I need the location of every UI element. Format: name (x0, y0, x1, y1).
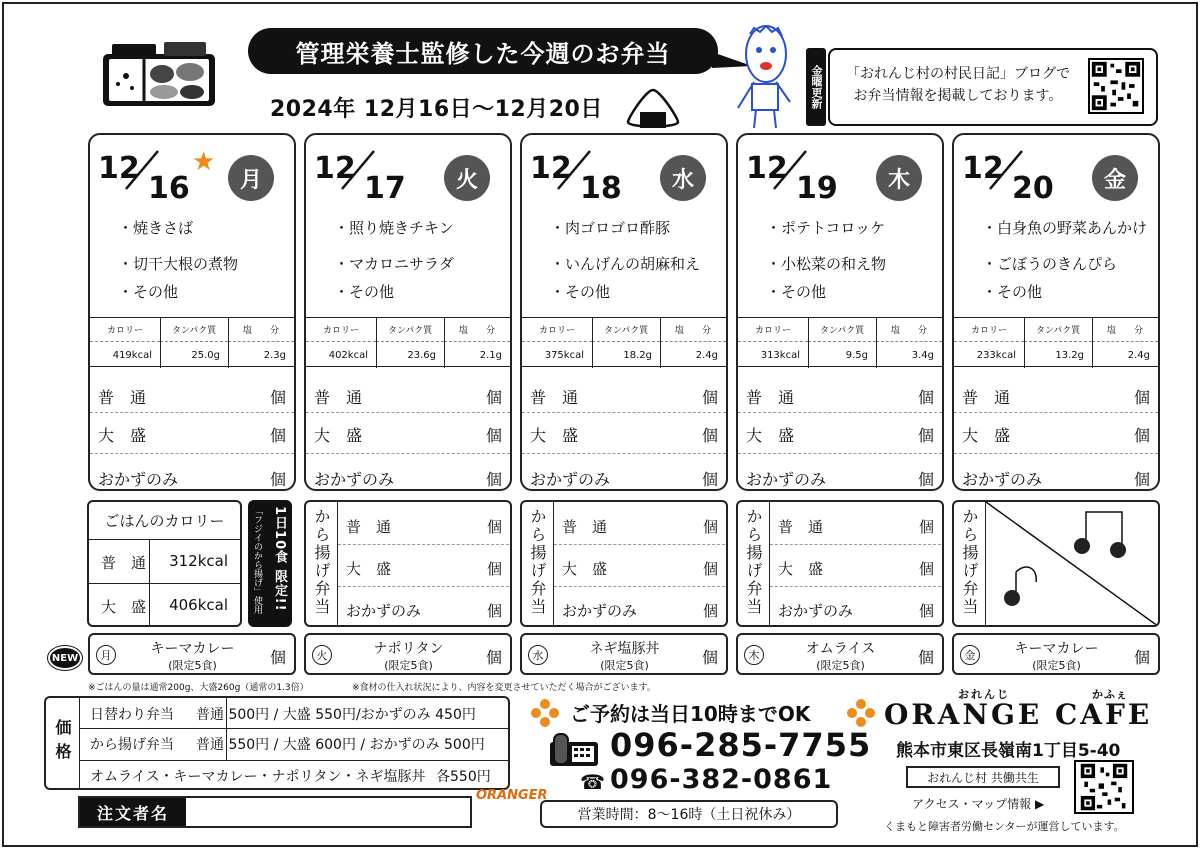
date-day: 17 (364, 171, 406, 206)
order-label: 普 通 (346, 518, 392, 536)
calorie-value: 313kcal (760, 349, 800, 361)
date-day: 16 (148, 171, 190, 206)
order-unit: 個 (485, 388, 502, 407)
menu-item: ・その他 (550, 283, 611, 301)
rice-large-value: 406kcal (169, 596, 228, 614)
menu-item: ・いんげんの胡麻和え (550, 255, 701, 273)
date-month: 12 (962, 151, 1004, 186)
limited-sub-text: 「フジイのから揚げ」使用 (252, 506, 262, 614)
order-row-okazu[interactable] (314, 467, 502, 490)
order-unit: 個 (918, 560, 934, 578)
order-label: 普 通 (314, 388, 363, 407)
shop-address: 熊本市東区長嶺南1丁目5-40 (896, 741, 1121, 761)
rice-calorie-title: ごはんのカロリー (89, 502, 240, 540)
phone-icon: ☎ (580, 770, 605, 794)
new-badge: NEW (48, 646, 82, 670)
date-day: 18 (580, 171, 622, 206)
karaage-order-normal[interactable] (562, 516, 718, 537)
special-name: ネギ塩豚丼 (589, 641, 660, 657)
price-table (44, 696, 510, 790)
karaage-order-okazu[interactable] (346, 600, 502, 621)
order-unit: 個 (269, 470, 286, 489)
blog-qr-code[interactable] (1088, 58, 1144, 114)
kyodo-label: おれんじ村 共働共生 (906, 766, 1060, 788)
special-menu-box[interactable] (952, 633, 1160, 675)
menu-item: ・その他 (766, 283, 827, 301)
day-card (88, 133, 296, 491)
special-menu-box[interactable] (520, 633, 728, 675)
order-unit: 個 (918, 602, 934, 620)
order-row-large[interactable] (746, 423, 934, 446)
special-day-circle: 金 (960, 645, 980, 665)
limited-main-text: 1日10食 限定!! (272, 506, 287, 612)
order-row-large[interactable] (314, 423, 502, 446)
operated-by-note: くまもと障害者労働センターが運営しています。 (884, 820, 1125, 833)
special-limit: (限定5食) (168, 659, 217, 672)
protein-header: タンパク質 (808, 318, 876, 342)
doodle-person-icon (732, 18, 798, 130)
salt-value: 3.4g (911, 349, 934, 361)
menu-item: ・切干大根の煮物 (118, 255, 239, 273)
price-header: 価格 (46, 698, 80, 788)
price-others-names: オムライス・キーマカレー・ナポリタン・ネギ塩豚丼 (90, 769, 426, 785)
protein-value: 13.2g (1055, 349, 1084, 361)
special-limit: (限定5食) (816, 659, 865, 672)
order-unit: 個 (702, 602, 718, 620)
order-row-large[interactable] (962, 423, 1150, 446)
salt-value: 2.4g (695, 349, 718, 361)
weekday-badge: 木 (876, 155, 922, 201)
order-label: おかずのみ (346, 602, 422, 620)
order-unit: 個 (1133, 388, 1150, 407)
special-unit: 個 (917, 648, 934, 667)
order-label: おかずのみ (746, 470, 827, 489)
order-row-normal[interactable] (746, 385, 934, 408)
protein-value: 18.2g (623, 349, 652, 361)
weekday-badge: 金 (1092, 155, 1138, 201)
special-name: オムライス (805, 641, 876, 657)
menu-item: ・焼きさば (118, 219, 194, 237)
nutrition-table (954, 317, 1158, 367)
karaage-limited-badge (248, 500, 292, 627)
order-unit: 個 (485, 426, 502, 445)
protein-value: 9.5g (845, 349, 868, 361)
protein-header: タンパク質 (1024, 318, 1092, 342)
price-daily-name: 日替わり弁当 (90, 707, 174, 723)
order-unit: 個 (917, 388, 934, 407)
date-month: 12 (530, 151, 572, 186)
order-unit: 個 (269, 426, 286, 445)
rice-calorie-box (87, 500, 242, 627)
karaage-box (736, 500, 944, 627)
salt-header: 塩 分 (876, 318, 942, 342)
order-unit: 個 (1133, 470, 1150, 489)
karaage-order-normal[interactable] (778, 516, 934, 537)
phone-number[interactable]: 096-382-0861 (610, 764, 833, 795)
order-unit: 個 (486, 560, 502, 578)
nutrition-table (738, 317, 942, 367)
special-day-circle: 月 (96, 645, 116, 665)
order-label: 普 通 (778, 518, 824, 536)
menu-item: ・小松菜の和え物 (766, 255, 887, 273)
calorie-header: カロリー (90, 318, 160, 342)
nutrition-table (522, 317, 726, 367)
order-label: 普 通 (562, 518, 608, 536)
weekday-badge: 月 (228, 155, 274, 201)
special-day-circle: 水 (528, 645, 548, 665)
logo-sub-cafe: かふぇ (1092, 688, 1128, 701)
date-range: 2024年 12月16日〜12月20日 (270, 97, 603, 122)
order-row-okazu[interactable] (530, 467, 718, 490)
order-label: 普 通 (98, 388, 147, 407)
karaage-label: から揚げ弁当 (306, 502, 338, 625)
star-icon: ★ (192, 147, 216, 177)
order-unit: 個 (917, 470, 934, 489)
karaage-order-normal[interactable] (346, 516, 502, 537)
day-card (304, 133, 512, 491)
date-month: 12 (98, 151, 140, 186)
special-unit: 個 (1133, 648, 1150, 667)
calorie-header: カロリー (954, 318, 1024, 342)
protein-header: タンパク質 (160, 318, 228, 342)
order-label: 大 盛 (530, 426, 579, 445)
order-label: おかずのみ (98, 470, 179, 489)
special-unit: 個 (701, 648, 718, 667)
order-row-normal[interactable] (962, 385, 1150, 408)
orderer-name-field[interactable] (78, 796, 472, 828)
special-limit: (限定5食) (384, 659, 433, 672)
special-day-circle: 木 (744, 645, 764, 665)
onigiri-icon (624, 88, 682, 130)
ingredients-note: ※食材の仕入れ状況により、内容を変更させていただく場合がございます。 (352, 683, 656, 693)
order-unit: 個 (701, 426, 718, 445)
karaage-label: から揚げ弁当 (522, 502, 554, 625)
blog-line-1: 「おれんじ村の村民日記」ブログで (846, 66, 1070, 82)
order-label: おかずのみ (530, 470, 611, 489)
calorie-value: 375kcal (544, 349, 584, 361)
flower-icon (530, 698, 560, 728)
price-karaage-detail: 普通 550円 / 大盛 600円 / おかずのみ 500円 (196, 737, 485, 753)
order-row-large[interactable] (530, 423, 718, 446)
protein-value: 23.6g (407, 349, 436, 361)
order-row-okazu[interactable] (746, 467, 934, 490)
order-label: 大 盛 (746, 426, 795, 445)
blog-line-2: お弁当情報を掲載しております。 (853, 87, 1063, 104)
date-day: 19 (796, 171, 838, 206)
order-label: 大 盛 (346, 560, 392, 578)
special-menu-box[interactable] (736, 633, 944, 675)
blog-info-text (838, 64, 1078, 107)
weekday-badge: 水 (660, 155, 706, 201)
order-unit: 個 (486, 602, 502, 620)
order-row-okazu[interactable] (962, 467, 1150, 490)
salt-header: 塩 分 (660, 318, 726, 342)
order-row-large[interactable] (98, 423, 286, 446)
order-label: 大 盛 (962, 426, 1011, 445)
business-hours: 営業時間：8〜16時（土日祝休み） (540, 800, 838, 828)
karaage-label: から揚げ弁当 (738, 502, 770, 625)
day-card (952, 133, 1160, 491)
order-label: おかずのみ (562, 602, 638, 620)
karaage-label: から揚げ弁当 (954, 502, 986, 625)
order-label: 普 通 (530, 388, 579, 407)
bento-box-icon (100, 40, 218, 110)
order-row-okazu[interactable] (98, 467, 286, 490)
order-row-normal[interactable] (98, 385, 286, 408)
menu-item: ・ごぼうのきんぴら (982, 255, 1118, 273)
karaage-box (304, 500, 512, 627)
calorie-value: 402kcal (328, 349, 368, 361)
order-unit: 個 (1133, 426, 1150, 445)
order-label: 大 盛 (562, 560, 608, 578)
protein-header: タンパク質 (592, 318, 660, 342)
price-daily-detail: 普通 500円 / 大盛 550円/おかずのみ 450円 (196, 707, 476, 723)
orderer-name-label: 注文者名 (80, 798, 186, 826)
nutrition-table (90, 317, 294, 367)
price-karaage-name: から揚げ弁当 (90, 737, 174, 753)
price-others-value: 各550円 (436, 769, 491, 785)
calorie-value: 233kcal (976, 349, 1016, 361)
closed-strike-doodle (986, 502, 1160, 627)
date-day: 20 (1012, 171, 1054, 206)
order-unit: 個 (917, 426, 934, 445)
friday-update-label: 金曜更新 (806, 48, 826, 126)
special-menu-box[interactable] (304, 633, 512, 675)
access-map-link[interactable]: アクセス・マップ情報 ▶ (912, 797, 1045, 811)
rice-normal-value: 312kcal (169, 552, 228, 570)
order-label: 大 盛 (98, 426, 147, 445)
fax-icon (548, 732, 600, 768)
menu-item: ・ポテトコロッケ (766, 219, 886, 237)
menu-item: ・白身魚の野菜あんかけ (982, 219, 1148, 237)
karaage-order-large[interactable] (778, 558, 934, 579)
order-unit: 個 (918, 518, 934, 536)
order-label: 普 通 (746, 388, 795, 407)
date-month: 12 (314, 151, 356, 186)
fax-number[interactable]: 096-285-7755 (610, 726, 872, 764)
order-label: 大 盛 (314, 426, 363, 445)
page-title: 管理栄養士監修した今週のお弁当 (248, 28, 718, 74)
menu-item: ・マカロニサラダ (334, 255, 454, 273)
orange-cafe-logo: ORANGE CAFE (884, 698, 1153, 731)
special-limit: (限定5食) (600, 659, 649, 672)
salt-header: 塩 分 (1092, 318, 1158, 342)
reservation-deadline: ご予約は当日10時までOK (570, 702, 811, 726)
menu-item: ・肉ゴロゴロ酢豚 (550, 219, 671, 237)
special-menu-box[interactable] (88, 633, 296, 675)
special-unit: 個 (485, 648, 502, 667)
special-unit: 個 (269, 648, 286, 667)
order-label: 大 盛 (778, 560, 824, 578)
karaage-order-okazu[interactable] (778, 600, 934, 621)
menu-item: ・その他 (982, 283, 1043, 301)
protein-header: タンパク質 (376, 318, 444, 342)
protein-value: 25.0g (191, 349, 220, 361)
salt-value: 2.1g (479, 349, 502, 361)
karaage-box (520, 500, 728, 627)
oranger-mini-logo: ORANGER (476, 788, 548, 803)
special-day-circle: 火 (312, 645, 332, 665)
special-name: キーマカレー (150, 641, 235, 657)
salt-header: 塩 分 (228, 318, 294, 342)
order-unit: 個 (485, 470, 502, 489)
logo-sub-orange: おれんじ (958, 688, 1010, 701)
karaage-order-large[interactable] (562, 558, 718, 579)
karaage-order-large[interactable] (346, 558, 502, 579)
order-unit: 個 (269, 388, 286, 407)
day-card (520, 133, 728, 491)
menu-item: ・その他 (334, 283, 395, 301)
weekday-badge: 火 (444, 155, 490, 201)
menu-item: ・その他 (118, 283, 179, 301)
order-label: おかずのみ (778, 602, 854, 620)
order-label: おかずのみ (962, 470, 1043, 489)
menu-item: ・照り焼きチキン (334, 219, 454, 237)
calorie-header: カロリー (522, 318, 592, 342)
special-name: キーマカレー (1014, 641, 1099, 657)
order-label: おかずのみ (314, 470, 395, 489)
order-unit: 個 (702, 560, 718, 578)
special-name: ナポリタン (373, 641, 444, 657)
order-unit: 個 (702, 518, 718, 536)
order-row-normal[interactable] (530, 385, 718, 408)
rice-note: ※ごはんの量は通常200g、大盛260g（通常の1.3倍） (88, 683, 309, 693)
order-unit: 個 (701, 470, 718, 489)
special-limit: (限定5食) (1032, 659, 1081, 672)
order-label: 普 通 (962, 388, 1011, 407)
calorie-header: カロリー (306, 318, 376, 342)
salt-header: 塩 分 (444, 318, 510, 342)
salt-value: 2.4g (1127, 349, 1150, 361)
rice-large-label: 大 盛 (101, 598, 147, 616)
nutrition-table (306, 317, 510, 367)
flower-icon (846, 698, 876, 728)
access-qr-code[interactable] (1074, 760, 1134, 814)
karaage-box (952, 500, 1160, 627)
order-unit: 個 (701, 388, 718, 407)
rice-normal-label: 普 通 (101, 554, 147, 572)
order-unit: 個 (486, 518, 502, 536)
day-card (736, 133, 944, 491)
calorie-header: カロリー (738, 318, 808, 342)
order-row-normal[interactable] (314, 385, 502, 408)
calorie-value: 419kcal (112, 349, 152, 361)
karaage-order-okazu[interactable] (562, 600, 718, 621)
date-month: 12 (746, 151, 788, 186)
salt-value: 2.3g (263, 349, 286, 361)
